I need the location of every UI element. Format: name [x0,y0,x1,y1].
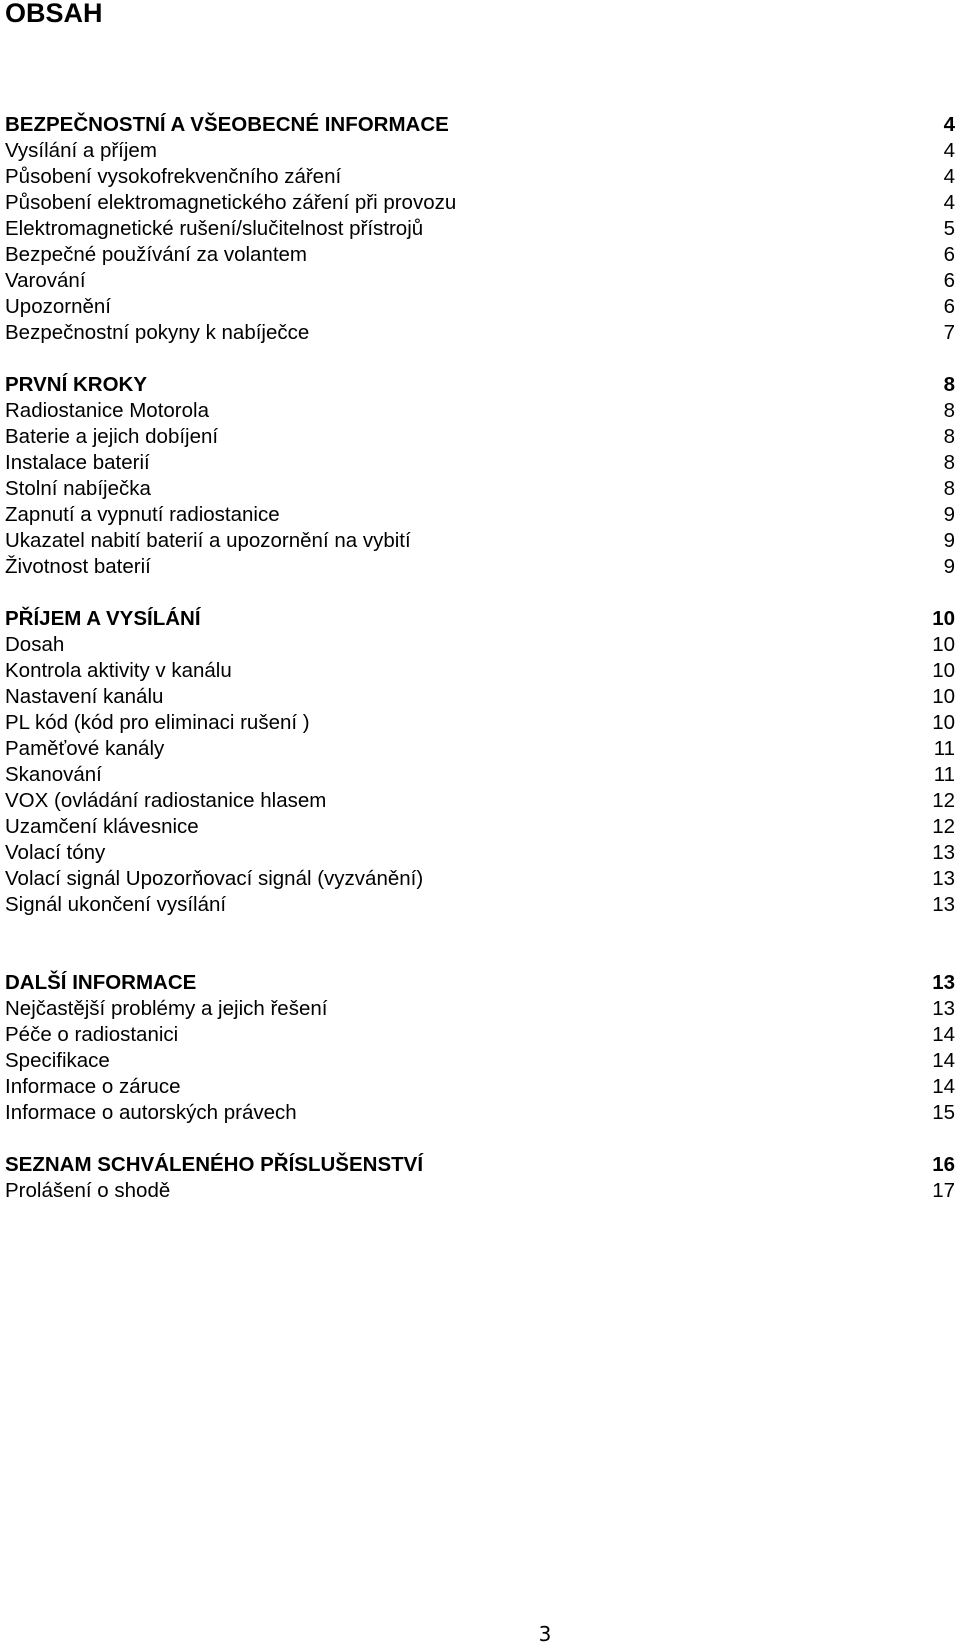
toc-entry-page: 12 [932,789,955,812]
toc-entry-page: 11 [933,737,955,760]
toc-entry[interactable] [5,242,955,268]
toc-entry-page: 9 [943,555,955,578]
toc-entry-title: Radiostanice Motorola [5,399,209,422]
toc-entry-title: Informace o autorských právech [5,1101,297,1124]
toc-entry-page: 6 [943,295,955,318]
toc-entry[interactable] [5,268,955,294]
toc-entry-page: 13 [932,893,955,916]
toc-entry-title: Zapnutí a vypnutí radiostanice [5,503,280,526]
toc-entry-title: Bezpečné používání za volantem [5,243,307,266]
toc-entry[interactable] [5,1074,955,1100]
toc-entry-title: Varování [5,269,86,292]
toc-entry-page: 4 [943,139,955,162]
toc-entry[interactable] [5,996,955,1022]
toc-entry-page: 8 [943,451,955,474]
toc-entry[interactable] [5,450,955,476]
toc-entry-title: Působení elektromagnetického záření při provozu [5,191,457,214]
toc-entry[interactable] [5,866,955,892]
toc-entry-title: Upozornění [5,295,111,318]
toc-section-heading[interactable] [5,606,955,632]
toc-entry-page: 14 [932,1075,955,1098]
toc-entry-title: Bezpečnostní pokyny k nabíječce [5,321,310,344]
toc-entry[interactable] [5,502,955,528]
toc-entry-page: 13 [932,841,955,864]
toc-entry-page: 6 [943,269,955,292]
toc-entry[interactable] [5,1178,955,1204]
toc-entry-page: 15 [932,1101,955,1124]
toc-entry-title: Baterie a jejich dobíjení [5,425,219,448]
toc-entry-title: Stolní nabíječka [5,477,151,500]
toc-heading-title: DALŠÍ INFORMACE [5,971,197,994]
toc-entry[interactable] [5,528,955,554]
toc-entry-title: Ukazatel nabití baterií a upozornění na vybití [5,529,411,552]
toc-heading-title: PRVNÍ KROKY [5,373,148,396]
toc-entry-page: 17 [932,1179,955,1202]
toc-entry-title: Skanování [5,763,102,786]
toc-entry[interactable] [5,398,955,424]
toc-entry-title: Životnost baterií [5,555,151,578]
toc-section-heading[interactable] [5,112,955,138]
toc-entry-title: Nejčastější problémy a jejich řešení [5,997,328,1020]
toc-entry[interactable] [5,476,955,502]
toc-section-heading[interactable] [5,1152,955,1178]
toc-entry-title: Nastavení kanálu [5,685,164,708]
toc-heading-title: BEZPEČNOSTNÍ A VŠEOBECNÉ INFORMACE [5,113,449,136]
toc-entry-title: Informace o záruce [5,1075,181,1098]
toc-entry-page: 8 [943,477,955,500]
toc-entry-page: 14 [932,1049,955,1072]
toc-entry[interactable] [5,554,955,580]
toc-entry[interactable] [5,138,955,164]
toc-entry[interactable] [5,710,955,736]
toc-heading-title: SEZNAM SCHVÁLENÉHO PŘÍSLUŠENSTVÍ [5,1153,424,1176]
toc-section-heading[interactable] [5,970,955,996]
toc-entry[interactable] [5,216,955,242]
toc-entry-title: Uzamčení klávesnice [5,815,199,838]
toc-entry[interactable] [5,788,955,814]
toc-entry[interactable] [5,840,955,866]
toc-entry[interactable] [5,320,955,346]
toc-entry-title: Specifikace [5,1049,110,1072]
toc-entry[interactable] [5,684,955,710]
toc-entry[interactable] [5,632,955,658]
toc-entry-page: 8 [943,399,955,422]
toc-heading-page: 4 [943,113,955,136]
toc-entry[interactable] [5,294,955,320]
toc-entry[interactable] [5,736,955,762]
toc-entry[interactable] [5,1100,955,1126]
toc-entry-page: 4 [943,165,955,188]
toc-entry[interactable] [5,762,955,788]
page-number: 3 [538,1622,552,1646]
toc-entry-title: PL kód (kód pro eliminaci rušení ) [5,711,310,734]
toc-entry[interactable] [5,892,955,918]
toc-heading-page: 16 [932,1153,955,1176]
toc-entry-page: 7 [943,321,955,344]
toc-entry-page: 10 [932,633,955,656]
toc-entry-title: VOX (ovládání radiostanice hlasem [5,789,327,812]
toc-entry-page: 6 [943,243,955,266]
toc-heading-page: 13 [932,971,955,994]
toc-entry[interactable] [5,164,955,190]
toc-entry-page: 8 [943,425,955,448]
toc-heading-page: 10 [932,607,955,630]
toc-entry-title: Prolášení o shodě [5,1179,171,1202]
toc-entry-title: Signál ukončení vysílání [5,893,227,916]
toc-entry[interactable] [5,424,955,450]
toc-section-heading[interactable] [5,372,955,398]
toc-entry-title: Kontrola aktivity v kanálu [5,659,232,682]
toc-entry-page: 10 [932,659,955,682]
toc-entry-title: Paměťové kanály [5,737,165,760]
toc-entry-title: Volací tóny [5,841,106,864]
toc-entry-page: 9 [943,503,955,526]
toc-entry-title: Vysílání a příjem [5,139,157,162]
toc-entry-page: 13 [932,867,955,890]
toc-entry-page: 14 [932,1023,955,1046]
toc-entry-page: 11 [933,763,955,786]
toc-heading-page: 8 [943,373,955,396]
toc-heading-title: PŘÍJEM A VYSÍLÁNÍ [5,607,201,630]
toc-entry-title: Volací signál Upozorňovací signál (vyzvánění) [5,867,424,890]
toc-entry-page: 5 [943,217,955,240]
toc-entry-title: Péče o radiostanici [5,1023,179,1046]
toc-entry-page: 10 [932,711,955,734]
toc-entry[interactable] [5,1022,955,1048]
toc-entry-page: 12 [932,815,955,838]
toc-entry[interactable] [5,814,955,840]
page-title: OBSAH [5,0,103,28]
toc-entry-page: 4 [943,191,955,214]
toc-entry-title: Dosah [5,633,65,656]
toc-entry-page: 13 [932,997,955,1020]
toc-entry-page: 10 [932,685,955,708]
toc-entry-page: 9 [943,529,955,552]
toc-entry[interactable] [5,1048,955,1074]
toc-entry[interactable] [5,190,955,216]
toc-entry-title: Instalace baterií [5,451,150,474]
toc-entry[interactable] [5,658,955,684]
toc-entry-title: Elektromagnetické rušení/slučitelnost přístrojů [5,217,424,240]
toc-entry-title: Působení vysokofrekvenčního záření [5,165,342,188]
